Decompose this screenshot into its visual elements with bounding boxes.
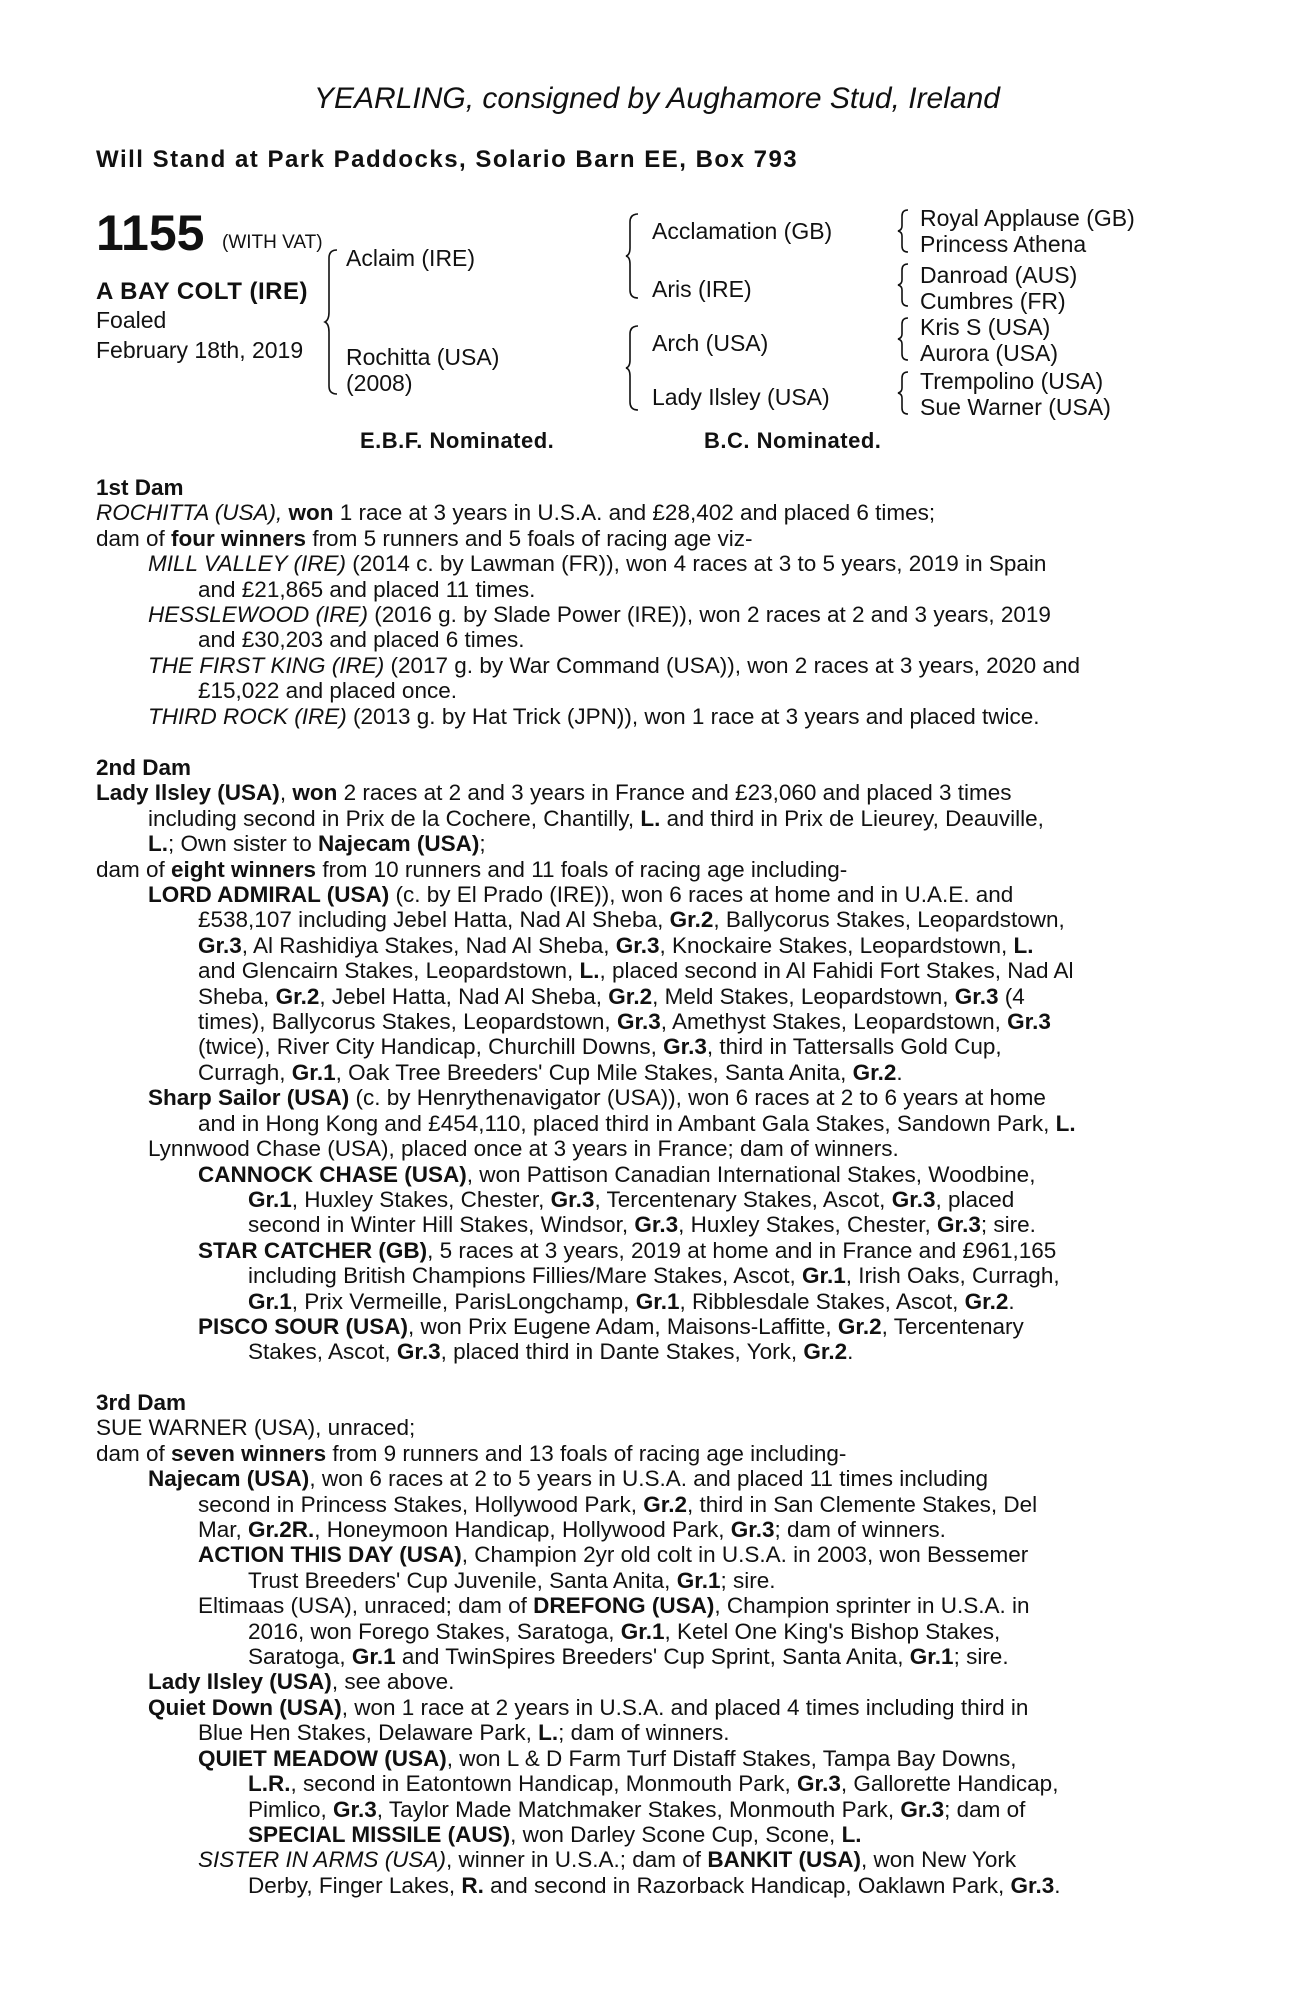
vat-note: (WITH VAT) bbox=[222, 232, 323, 253]
sire-dam-name: Aris (IRE) bbox=[652, 276, 752, 302]
grand-produce-entry-cont: Gr.1, Prix Vermeille, ParisLongchamp, Gr.1, Ribblesdale Stakes, Ascot, Gr.2. bbox=[248, 1288, 1015, 1314]
grand-produce-entry-cont: including British Champions Fillies/Mare Stakes, Ascot, Gr.1, Irish Oaks, Curragh, bbox=[248, 1263, 1060, 1289]
produce-summary: dam of four winners from 5 runners and 5 foals of racing age viz- bbox=[96, 525, 753, 551]
dam-sire-name: Arch (USA) bbox=[652, 330, 769, 356]
foaled-date: February 18th, 2019 bbox=[96, 337, 304, 363]
second-dam-section bbox=[96, 755, 1196, 1365]
dam-record-line: SUE WARNER (USA), unraced; bbox=[96, 1415, 416, 1441]
pedigree-bracket-sire bbox=[626, 212, 640, 300]
pedigree-bracket-g1 bbox=[898, 208, 910, 254]
produce-entry: HESSLEWOOD (IRE) (2016 g. by Slade Power (IRE)), won 2 races at 2 and 3 years, 2019 bbox=[148, 602, 1051, 628]
grand-produce-entry: Eltimaas (USA), unraced; dam of DREFONG (USA), Champion sprinter in U.S.A. in bbox=[198, 1593, 1030, 1619]
ancestor-g3-3: Danroad (AUS) bbox=[920, 262, 1078, 288]
produce-entry: Sharp Sailor (USA) (c. by Henrythenavigator (USA)), won 6 races at 2 to 6 years at home bbox=[148, 1085, 1046, 1111]
produce-entry-cont: Mar, Gr.2R., Honeymoon Handicap, Hollywood Park, Gr.3; dam of winners. bbox=[198, 1517, 946, 1543]
pedigree-bracket-g4 bbox=[898, 370, 910, 416]
ancestor-g3-6: Aurora (USA) bbox=[920, 340, 1059, 366]
produce-entry-cont: (twice), River City Handicap, Churchill Downs, Gr.3, third in Tattersalls Gold Cup, bbox=[198, 1034, 1002, 1060]
produce-entry-cont: second in Princess Stakes, Hollywood Park, Gr.2, third in San Clemente Stakes, Del bbox=[198, 1491, 1038, 1517]
grand-produce-entry-cont: SPECIAL MISSILE (AUS), won Darley Scone Cup, Scone, L. bbox=[248, 1821, 862, 1847]
grand-produce-entry-cont: 2016, won Forego Stakes, Saratoga, Gr.1, Ketel One King's Bishop Stakes, bbox=[248, 1618, 1001, 1644]
grand-produce-entry-cont: L.R., second in Eatontown Handicap, Monmouth Park, Gr.3, Gallorette Handicap, bbox=[248, 1771, 1059, 1797]
section-heading: 2nd Dam bbox=[96, 755, 192, 780]
section-heading: 3rd Dam bbox=[96, 1390, 187, 1415]
produce-entry: THIRD ROCK (IRE) (2013 g. by Hat Trick (JPN)), won 1 race at 3 years and placed twice. bbox=[148, 703, 1040, 729]
ebf-nominated: E.B.F. Nominated. bbox=[360, 428, 555, 453]
produce-entry: Lynnwood Chase (USA), placed once at 3 years in France; dam of winners. bbox=[148, 1136, 899, 1162]
section-heading: 1st Dam bbox=[96, 475, 184, 500]
dam-name: Rochitta (USA) bbox=[346, 344, 500, 370]
produce-entry: Najecam (USA), won 6 races at 2 to 5 years in U.S.A. and placed 11 times including bbox=[148, 1466, 989, 1492]
produce-entry: LORD ADMIRAL (USA) (c. by El Prado (IRE)), won 6 races at home and in U.A.E. and bbox=[148, 882, 1014, 908]
dam-record-cont: L.; Own sister to Najecam (USA); bbox=[148, 831, 486, 857]
dam-dam-name: Lady Ilsley (USA) bbox=[652, 384, 830, 410]
dam-record-cont: including second in Prix de la Cochere, Chantilly, L. and third in Prix de Lieurey, Deauville, bbox=[148, 805, 1044, 831]
pedigree-bracket-g3 bbox=[898, 316, 910, 362]
produce-entry-cont: and Glencairn Stakes, Leopardstown, L., placed second in Al Fahidi Fort Stakes, Nad Al bbox=[198, 958, 1074, 984]
grand-produce-entry: ACTION THIS DAY (USA), Champion 2yr old colt in U.S.A. in 2003, won Bessemer bbox=[198, 1542, 1029, 1568]
sire-name: Aclaim (IRE) bbox=[346, 245, 476, 271]
produce-entry-cont: and £21,865 and placed 11 times. bbox=[198, 576, 536, 602]
produce-entry-cont: £15,022 and placed once. bbox=[198, 678, 457, 704]
pedigree-bracket-gen1 bbox=[325, 248, 339, 396]
grand-produce-entry-cont: Trust Breeders' Cup Juvenile, Santa Anita, Gr.1; sire. bbox=[248, 1567, 776, 1593]
ancestor-g3-5: Kris S (USA) bbox=[920, 314, 1051, 340]
ancestor-g3-4: Cumbres (FR) bbox=[920, 288, 1066, 314]
grand-produce-entry-cont: second in Winter Hill Stakes, Windsor, Gr.3, Huxley Stakes, Chester, Gr.3; sire. bbox=[248, 1212, 1036, 1238]
produce-entry: Lady Ilsley (USA), see above. bbox=[148, 1669, 455, 1695]
third-dam-section bbox=[96, 1390, 1196, 1898]
grand-produce-entry-cont: Gr.1, Huxley Stakes, Chester, Gr.3, Tercentenary Stakes, Ascot, Gr.3, placed bbox=[248, 1186, 1015, 1212]
grand-produce-entry: QUIET MEADOW (USA), won L & D Farm Turf Distaff Stakes, Tampa Bay Downs, bbox=[198, 1745, 1017, 1771]
dam-record-line: Lady Ilsley (USA), won 2 races at 2 and 3 years in France and £23,060 and placed 3 times bbox=[96, 780, 1012, 806]
lot-number: 1155 bbox=[96, 205, 205, 261]
first-dam-section bbox=[96, 475, 1196, 729]
grand-produce-entry-cont: Stakes, Ascot, Gr.3, placed third in Dante Stakes, York, Gr.2. bbox=[248, 1339, 854, 1365]
lot-name: A BAY COLT (IRE) bbox=[96, 278, 309, 305]
grand-produce-entry-cont: Pimlico, Gr.3, Taylor Made Matchmaker Stakes, Monmouth Park, Gr.3; dam of bbox=[248, 1796, 1026, 1822]
produce-entry-cont: and in Hong Kong and £454,110, placed third in Ambant Gala Stakes, Sandown Park, L. bbox=[198, 1110, 1076, 1136]
sire-sire-name: Acclamation (GB) bbox=[652, 218, 833, 244]
produce-entry: THE FIRST KING (IRE) (2017 g. by War Command (USA)), won 2 races at 3 years, 2020 and bbox=[148, 652, 1080, 678]
ancestor-g3-2: Princess Athena bbox=[920, 231, 1087, 257]
produce-entry-cont: Blue Hen Stakes, Delaware Park, L.; dam of winners. bbox=[198, 1720, 730, 1746]
produce-entry-cont: Gr.3, Al Rashidiya Stakes, Nad Al Sheba, Gr.3, Knockaire Stakes, Leopardstown, L. bbox=[198, 932, 1034, 958]
pedigree-bracket-dam bbox=[626, 324, 640, 412]
produce-entry-cont: Sheba, Gr.2, Jebel Hatta, Nad Al Sheba, Gr.2, Meld Stakes, Leopardstown, Gr.3 (4 bbox=[198, 983, 1025, 1009]
foaled-info bbox=[96, 305, 303, 365]
ancestor-g3-8: Sue Warner (USA) bbox=[920, 394, 1111, 420]
dam-record-line: ROCHITTA (USA), won 1 race at 3 years in U.S.A. and £28,402 and placed 6 times; bbox=[96, 500, 936, 526]
produce-entry: Quiet Down (USA), won 1 race at 2 years in U.S.A. and placed 4 times including third in bbox=[148, 1694, 1029, 1720]
stand-location: Will Stand at Park Paddocks, Solario Barn EE, Box 793 bbox=[96, 146, 799, 173]
ancestor-g3-7: Trempolino (USA) bbox=[920, 368, 1104, 394]
ancestor-g3-1: Royal Applause (GB) bbox=[920, 205, 1135, 231]
grand-produce-entry: PISCO SOUR (USA), won Prix Eugene Adam, Maisons-Laffitte, Gr.2, Tercentenary bbox=[198, 1313, 1024, 1339]
produce-entry-cont: Curragh, Gr.1, Oak Tree Breeders' Cup Mile Stakes, Santa Anita, Gr.2. bbox=[198, 1059, 903, 1085]
produce-summary: dam of eight winners from 10 runners and 11 foals of racing age including- bbox=[96, 856, 848, 882]
grand-produce-entry-cont: Derby, Finger Lakes, R. and second in Razorback Handicap, Oaklawn Park, Gr.3. bbox=[248, 1872, 1061, 1898]
grand-produce-entry: CANNOCK CHASE (USA), won Pattison Canadian International Stakes, Woodbine, bbox=[198, 1161, 1036, 1187]
grand-produce-entry-cont: Saratoga, Gr.1 and TwinSpires Breeders' Cup Sprint, Santa Anita, Gr.1; sire. bbox=[248, 1644, 1009, 1670]
pedigree-bracket-g2 bbox=[898, 262, 910, 308]
grand-produce-entry: SISTER IN ARMS (USA), winner in U.S.A.; dam of BANKIT (USA), won New York bbox=[198, 1847, 1017, 1873]
produce-entry-cont: times), Ballycorus Stakes, Leopardstown, Gr.3, Amethyst Stakes, Leopardstown, Gr.3 bbox=[198, 1009, 1051, 1035]
bc-nominated: B.C. Nominated. bbox=[704, 428, 882, 453]
produce-entry-cont: £538,107 including Jebel Hatta, Nad Al Sheba, Gr.2, Ballycorus Stakes, Leopardstown, bbox=[198, 907, 1065, 933]
produce-entry-cont: and £30,203 and placed 6 times. bbox=[198, 627, 525, 653]
produce-summary: dam of seven winners from 9 runners and 13 foals of racing age including- bbox=[96, 1440, 847, 1466]
grand-produce-entry: STAR CATCHER (GB), 5 races at 3 years, 2019 at home and in France and £961,165 bbox=[198, 1237, 1057, 1263]
dam-year: (2008) bbox=[346, 370, 413, 396]
catalogue-heading: YEARLING, consigned by Aughamore Stud, Ireland bbox=[314, 82, 1000, 115]
produce-entry: MILL VALLEY (IRE) (2014 c. by Lawman (FR)), won 4 races at 3 to 5 years, 2019 in Spain bbox=[148, 551, 1047, 577]
foaled-label: Foaled bbox=[96, 307, 167, 333]
